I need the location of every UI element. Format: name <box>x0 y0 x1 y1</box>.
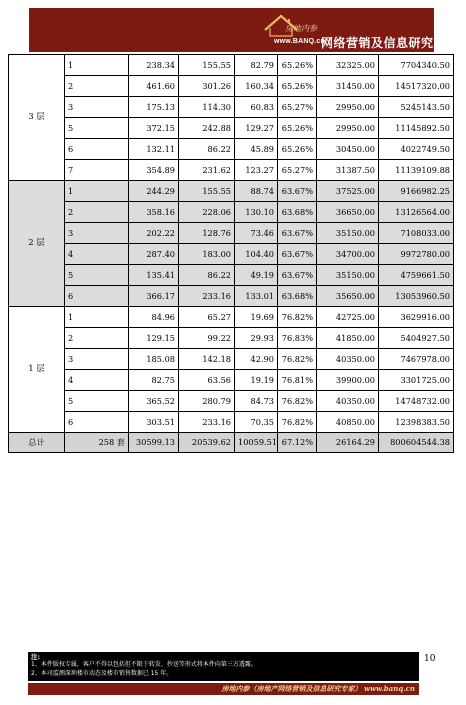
unit-number-cell: 1 <box>65 55 129 76</box>
table-row <box>9 223 454 244</box>
table-row <box>9 370 454 391</box>
value-cell: 13053960.50 <box>379 286 454 307</box>
table-row <box>9 391 454 412</box>
value-cell: 7704340.50 <box>379 55 454 76</box>
value-cell: 42725.00 <box>317 307 379 328</box>
value-cell: 128.76 <box>179 223 235 244</box>
unit-number-cell: 5 <box>65 118 129 139</box>
value-cell: 301.26 <box>179 76 235 97</box>
value-cell: 19.19 <box>235 370 278 391</box>
value-cell: 34700.00 <box>317 244 379 265</box>
value-cell: 63.67% <box>278 244 317 265</box>
value-cell: 76.83% <box>278 328 317 349</box>
footer-text: 房地内参（房地产网络营销及信息研究专家） www.banq.cn <box>221 684 415 693</box>
value-cell: 365.52 <box>129 391 179 412</box>
value-cell: 3301725.00 <box>379 370 454 391</box>
notes-heading: 注: <box>31 653 41 661</box>
value-cell: 41850.00 <box>317 328 379 349</box>
value-cell: 63.56 <box>179 370 235 391</box>
value-cell: 303.51 <box>129 412 179 433</box>
unit-number-cell: 3 <box>65 223 129 244</box>
unit-number-cell: 1 <box>65 181 129 202</box>
value-cell: 7467978.00 <box>379 349 454 370</box>
value-cell: 40350.00 <box>317 391 379 412</box>
value-cell: 242.88 <box>179 118 235 139</box>
table-row <box>9 55 454 76</box>
value-cell: 130.10 <box>235 202 278 223</box>
value-cell: 63.68% <box>278 202 317 223</box>
value-cell: 84.73 <box>235 391 278 412</box>
value-cell: 160.34 <box>235 76 278 97</box>
value-cell: 82.75 <box>129 370 179 391</box>
value-cell: 76.82% <box>278 412 317 433</box>
unit-number-cell: 2 <box>65 202 129 223</box>
value-cell: 228.06 <box>179 202 235 223</box>
footer-bar <box>28 683 419 695</box>
value-cell: 13126564.00 <box>379 202 454 223</box>
notes-box <box>28 652 419 681</box>
value-cell: 31450.00 <box>317 76 379 97</box>
value-cell: 35150.00 <box>317 223 379 244</box>
value-cell: 60.83 <box>235 97 278 118</box>
value-cell: 175.13 <box>129 97 179 118</box>
value-cell: 70.35 <box>235 412 278 433</box>
value-cell: 244.29 <box>129 181 179 202</box>
table-row <box>9 202 454 223</box>
value-cell: 84.96 <box>129 307 179 328</box>
value-cell: 19.69 <box>235 307 278 328</box>
total-cell: 20539.62 <box>179 433 235 453</box>
value-cell: 76.82% <box>278 391 317 412</box>
total-cell: 26164.29 <box>317 433 379 453</box>
unit-number-cell: 6 <box>65 412 129 433</box>
table-row <box>9 349 454 370</box>
value-cell: 65.26% <box>278 118 317 139</box>
brand-subtitle: 房地内参 <box>285 24 317 33</box>
unit-number-cell: 6 <box>65 286 129 307</box>
value-cell: 88.74 <box>235 181 278 202</box>
total-cell: 10059.51 <box>235 433 278 453</box>
total-cell: 30599.13 <box>129 433 179 453</box>
value-cell: 35150.00 <box>317 265 379 286</box>
floor-cell: 2 层 <box>9 181 65 307</box>
value-cell: 40350.00 <box>317 349 379 370</box>
value-cell: 183.00 <box>179 244 235 265</box>
value-cell: 82.79 <box>235 55 278 76</box>
value-cell: 35650.00 <box>317 286 379 307</box>
value-cell: 114.30 <box>179 97 235 118</box>
value-cell: 37525.00 <box>317 181 379 202</box>
table-row <box>9 286 454 307</box>
value-cell: 63.68% <box>278 286 317 307</box>
table-row <box>9 160 454 181</box>
value-cell: 30450.00 <box>317 139 379 160</box>
value-cell: 99.22 <box>179 328 235 349</box>
value-cell: 65.27% <box>278 97 317 118</box>
value-cell: 14517320.00 <box>379 76 454 97</box>
table-row <box>9 328 454 349</box>
value-cell: 358.16 <box>129 202 179 223</box>
value-cell: 11139109.88 <box>379 160 454 181</box>
value-cell: 7108033.00 <box>379 223 454 244</box>
unit-number-cell: 7 <box>65 160 129 181</box>
value-cell: 185.08 <box>129 349 179 370</box>
unit-number-cell: 3 <box>65 349 129 370</box>
note-line-2: 2、本司监测深圳楼市动态及楼市销售数据已 15 年。 <box>31 669 173 677</box>
value-cell: 63.67% <box>278 265 317 286</box>
page-number: 10 <box>424 654 436 664</box>
table-row <box>9 139 454 160</box>
value-cell: 354.89 <box>129 160 179 181</box>
value-cell: 11145892.50 <box>379 118 454 139</box>
value-cell: 155.55 <box>179 181 235 202</box>
brand-title: 网络营销及信息研究专家 <box>321 36 434 67</box>
value-cell: 12398383.50 <box>379 412 454 433</box>
value-cell: 86.22 <box>179 265 235 286</box>
total-cell: 67.12% <box>278 433 317 453</box>
value-cell: 29950.00 <box>317 118 379 139</box>
value-cell: 366.17 <box>129 286 179 307</box>
value-cell: 42.90 <box>235 349 278 370</box>
value-cell: 9972780.00 <box>379 244 454 265</box>
unit-number-cell: 4 <box>65 244 129 265</box>
value-cell: 65.27% <box>278 160 317 181</box>
value-cell: 4759661.50 <box>379 265 454 286</box>
value-cell: 5245143.50 <box>379 97 454 118</box>
total-label: 总计 <box>9 433 65 453</box>
value-cell: 49.19 <box>235 265 278 286</box>
value-cell: 65.26% <box>278 139 317 160</box>
table-row <box>9 76 454 97</box>
value-cell: 287.40 <box>129 244 179 265</box>
value-cell: 76.82% <box>278 349 317 370</box>
value-cell: 63.67% <box>278 181 317 202</box>
table-row <box>9 307 454 328</box>
floor-cell: 1 层 <box>9 307 65 433</box>
value-cell: 202.22 <box>129 223 179 244</box>
value-cell: 3629916.00 <box>379 307 454 328</box>
value-cell: 142.18 <box>179 349 235 370</box>
total-row <box>9 433 454 453</box>
value-cell: 155.55 <box>179 55 235 76</box>
value-cell: 65.26% <box>278 55 317 76</box>
value-cell: 5404927.50 <box>379 328 454 349</box>
unit-number-cell: 6 <box>65 139 129 160</box>
value-cell: 4022749.50 <box>379 139 454 160</box>
value-cell: 65.26% <box>278 76 317 97</box>
value-cell: 63.67% <box>278 223 317 244</box>
note-line-1: 1、本件版权专属，客户不得以包括但不限于转发、抄送等形式将本件向第三方透露。 <box>31 661 257 669</box>
value-cell: 372.15 <box>129 118 179 139</box>
value-cell: 76.81% <box>278 370 317 391</box>
value-cell: 461.60 <box>129 76 179 97</box>
value-cell: 36650.00 <box>317 202 379 223</box>
table-row <box>9 181 454 202</box>
unit-number-cell: 2 <box>65 76 129 97</box>
brand-url: www.BANQ.cn <box>274 38 325 45</box>
table-row <box>9 118 454 139</box>
value-cell: 14748732.00 <box>379 391 454 412</box>
unit-number-cell: 1 <box>65 307 129 328</box>
value-cell: 31387.50 <box>317 160 379 181</box>
value-cell: 45.89 <box>235 139 278 160</box>
value-cell: 238.34 <box>129 55 179 76</box>
value-cell: 9166982.25 <box>379 181 454 202</box>
value-cell: 39900.00 <box>317 370 379 391</box>
value-cell: 104.40 <box>235 244 278 265</box>
unit-number-cell: 3 <box>65 97 129 118</box>
value-cell: 76.82% <box>278 307 317 328</box>
value-cell: 233.16 <box>179 412 235 433</box>
value-cell: 73.46 <box>235 223 278 244</box>
total-cell: 258 套 <box>65 433 129 453</box>
table-row <box>9 97 454 118</box>
table-row <box>9 244 454 265</box>
value-cell: 29.93 <box>235 328 278 349</box>
floor-cell: 3 层 <box>9 55 65 181</box>
value-cell: 132.11 <box>129 139 179 160</box>
unit-number-cell: 4 <box>65 370 129 391</box>
value-cell: 129.15 <box>129 328 179 349</box>
value-cell: 123.27 <box>235 160 278 181</box>
value-cell: 32325.00 <box>317 55 379 76</box>
value-cell: 29950.00 <box>317 97 379 118</box>
value-cell: 135.41 <box>129 265 179 286</box>
value-cell: 233.16 <box>179 286 235 307</box>
value-cell: 65.27 <box>179 307 235 328</box>
value-cell: 133.01 <box>235 286 278 307</box>
value-cell: 280.79 <box>179 391 235 412</box>
unit-number-cell: 5 <box>65 265 129 286</box>
unit-number-cell: 5 <box>65 391 129 412</box>
value-cell: 231.62 <box>179 160 235 181</box>
table-row <box>9 412 454 433</box>
total-cell: 800604544.38 <box>379 433 454 453</box>
value-cell: 86.22 <box>179 139 235 160</box>
value-cell: 129.27 <box>235 118 278 139</box>
unit-number-cell: 2 <box>65 328 129 349</box>
table-row <box>9 265 454 286</box>
unit-price-table <box>8 54 454 453</box>
value-cell: 40850.00 <box>317 412 379 433</box>
